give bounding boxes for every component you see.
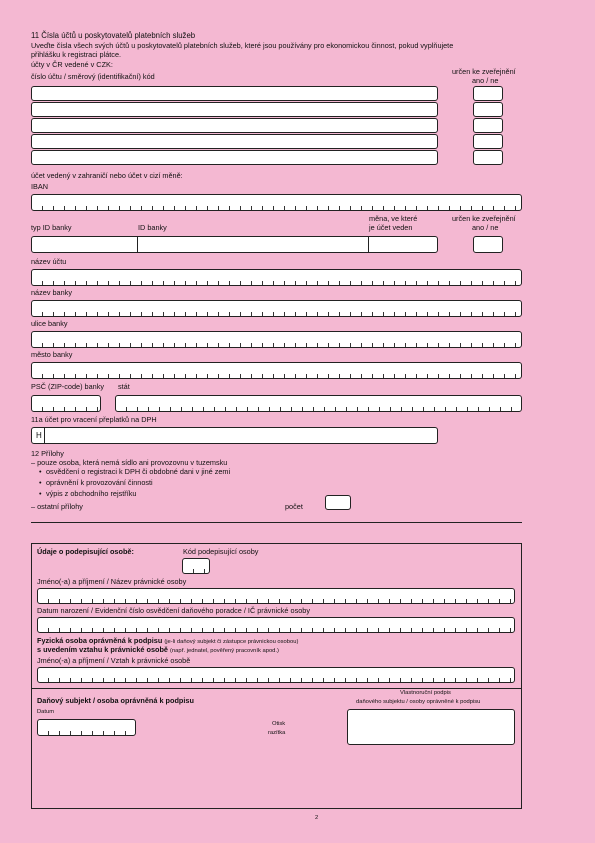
currency-label-2: je účet veden — [369, 223, 413, 232]
attachment-bullet-2-marker: • — [39, 478, 42, 487]
signer-code-field[interactable] — [182, 558, 210, 574]
attachment-vat-certificate: osvědčení o registraci k DPH či obdobné dani v jiné zemi — [46, 467, 231, 476]
section-divider — [31, 522, 522, 523]
bank-city-field[interactable] — [31, 362, 522, 379]
section-12-heading: 12 Přílohy — [31, 449, 64, 458]
authorized-person-bold: Fyzická osoba oprávněná k podpisu — [37, 636, 163, 645]
bank-id-row — [31, 236, 438, 253]
refund-prefix-divider — [44, 428, 45, 443]
signature-date-field[interactable] — [37, 719, 136, 736]
currency-label-1: měna, ve které — [369, 214, 418, 223]
relation-note: (např. jednatel, pověřený pracovník apod.) — [170, 648, 279, 654]
bank-street-label: ulice banky — [31, 319, 68, 328]
yes-no-label: ano / ne — [472, 76, 499, 85]
bank-country-label: stát — [118, 382, 130, 391]
signer-inner-divider — [31, 688, 522, 689]
bank-zip-field[interactable] — [31, 395, 101, 412]
section-11-heading: 11 Čísla účtů u poskytovatelů platebních služeb — [31, 31, 196, 40]
attachment-bullet-1-marker: • — [39, 467, 42, 476]
type-bank-id-field[interactable] — [32, 237, 137, 252]
relation-bold: s uvedením vztahu k právnické osobě — [37, 645, 168, 654]
bank-name-label: název banky — [31, 288, 72, 297]
signer-birth-label: Datum narození / Evidenční číslo osvědčení daňového poradce / IČ právnické osoby — [37, 606, 310, 615]
signer-code-label: Kód podepisující osoby — [183, 547, 259, 556]
czk-account-field-5[interactable] — [31, 150, 438, 165]
stamp-label-2: razítka — [268, 730, 286, 736]
refund-account-prefix: H — [36, 431, 42, 440]
czk-accounts-label: účty v ČR vedené v CZK: — [31, 60, 113, 69]
refund-account-field[interactable] — [31, 427, 438, 444]
attachment-bullet-3-marker: • — [39, 489, 42, 498]
attachment-business-permit: oprávnění k provozování činnosti — [46, 478, 153, 487]
bank-id-label: ID banky — [138, 223, 167, 232]
signature-label-1: Vlastnoruční podpis — [400, 690, 451, 696]
attachments-other: – ostatní přílohy — [31, 502, 83, 511]
stamp-label-1: Otisk — [272, 721, 286, 727]
attachment-count-field[interactable] — [325, 495, 351, 510]
signer-heading: Údaje o podepisující osobě: — [37, 547, 134, 556]
section-11-intro-1: Uveďte čísla všech svých účtů u poskytovatelů platebních služeb, které jsou používány pro ekonomickou činnost, pokud vyplňujete — [31, 41, 454, 50]
iban-label: IBAN — [31, 182, 49, 191]
signature-date-label: Datum — [37, 709, 55, 715]
foreign-publish-box[interactable] — [473, 236, 503, 253]
czk-publish-box-2[interactable] — [473, 102, 503, 117]
type-bank-id-label: typ ID banky — [31, 223, 72, 232]
authorized-person-note: (je-li daňový subjekt či zástupce právnickou osobou) — [164, 639, 299, 645]
account-name-label: název účtu — [31, 257, 67, 266]
czk-publish-box-1[interactable] — [473, 86, 503, 101]
foreign-account-label: účet vedený v zahraničí nebo účet v cizí měně: — [31, 171, 183, 180]
attachments-nonresident: – pouze osoba, která nemá sídlo ani provozovnu v tuzemsku — [31, 458, 228, 467]
czk-account-field-2[interactable] — [31, 102, 438, 117]
czk-publish-box-5[interactable] — [473, 150, 503, 165]
bank-street-field[interactable] — [31, 331, 522, 348]
attachment-count-label: počet — [285, 502, 303, 511]
page-number: 2 — [315, 815, 319, 821]
refund-account-label: 11a účet pro vracení přeplatků na DPH — [31, 415, 157, 424]
foreign-yes-no-label: ano / ne — [472, 223, 499, 232]
signature-label-2: daňového subjektu / osoby oprávněné k podpisu — [356, 699, 481, 705]
signer-name-label: Jméno(-a) a příjmení / Název právnické osoby — [37, 577, 187, 586]
bank-name-field[interactable] — [31, 300, 522, 317]
bank-city-label: město banky — [31, 350, 73, 359]
czk-account-field-4[interactable] — [31, 134, 438, 149]
attachment-trade-register: výpis z obchodního rejstříku — [46, 489, 137, 498]
iban-field[interactable] — [31, 194, 522, 211]
relation-line — [37, 646, 279, 655]
bank-zip-label: PSČ (ZIP-code) banky — [31, 382, 104, 391]
signature-field[interactable] — [347, 709, 515, 745]
currency-field[interactable] — [369, 237, 437, 252]
bank-country-field[interactable] — [115, 395, 522, 412]
signature-heading: Daňový subjekt / osoba oprávněná k podpisu — [37, 696, 194, 705]
name-relation-label: Jméno(-a) a příjmení / Vztah k právnické osobě — [37, 656, 191, 665]
czk-publish-box-4[interactable] — [473, 134, 503, 149]
bank-id-field[interactable] — [138, 237, 368, 252]
czk-account-field-1[interactable] — [31, 86, 438, 101]
account-name-field[interactable] — [31, 269, 522, 286]
section-11-intro-2: přihlášku k registraci plátce. — [31, 50, 122, 59]
czk-publish-box-3[interactable] — [473, 118, 503, 133]
publish-label: určen ke zveřejnění — [452, 67, 516, 76]
foreign-publish-label: určen ke zveřejnění — [452, 214, 516, 223]
signer-birth-field[interactable] — [37, 617, 515, 633]
signer-name-field[interactable] — [37, 588, 515, 604]
czk-account-field-3[interactable] — [31, 118, 438, 133]
account-number-label: číslo účtu / směrový (identifikační) kód — [31, 72, 155, 81]
name-relation-field[interactable] — [37, 667, 515, 683]
